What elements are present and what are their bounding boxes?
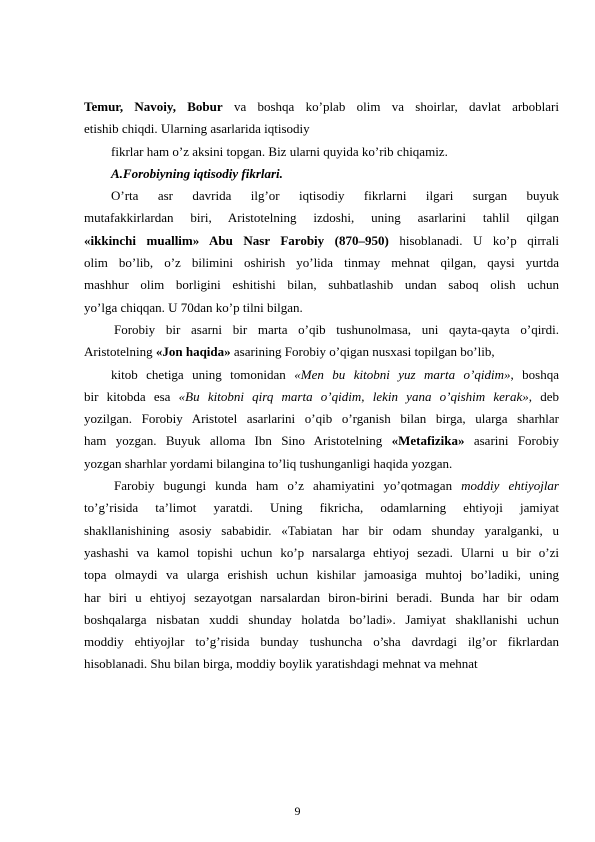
paragraph <box>84 319 559 364</box>
text-line <box>84 497 559 519</box>
text-run: hisoblanadi. U ko’p qirrali <box>388 232 560 248</box>
text-line <box>84 364 559 386</box>
paragraph <box>84 185 559 319</box>
text-line <box>84 319 559 341</box>
text-run: moddiy ehtiyojlar to’g’risida bunday tushuncha o’sha davrdagi ilg’or fikrlardan <box>84 634 559 650</box>
text-run: yozilgan. Forobiy Aristotel asarlarini o’qib o’rganish bilan birga, ularga sharhlar <box>84 411 559 427</box>
emphasized-text: moddiy ehtiyojlar <box>461 478 559 494</box>
text-line <box>84 141 559 163</box>
paragraph <box>84 96 559 141</box>
emphasized-text: «Men bu kitobni yuz marta o’qidim» <box>294 366 511 382</box>
text-run: shakllanishining asosiy sababidir. «Tabiatan har bir odam shunday yaralganki, u <box>84 522 559 538</box>
text-line <box>84 587 559 609</box>
text-run: asarini Forobiy <box>464 433 559 449</box>
text-line <box>84 274 559 296</box>
text-run: mutafakkirlardan biri, Aristotelning izdoshi, uning asarlarini tahlil qilgan <box>84 210 559 226</box>
text-run: topa olmaydi va ularga erishish uchun kishilar jamoasiga muhtoj bo’ladiki, uning <box>84 567 559 583</box>
text-run: yozgan sharhlar yordami bilangina to’liq tushunganligi haqida yozgan. <box>84 455 453 471</box>
text-run: , deb <box>528 388 559 404</box>
text-run: va boshqa ko’plab olim va shoirlar, davlat arboblari <box>222 99 559 114</box>
paragraph <box>84 364 559 475</box>
text-run: bir kitobda esa <box>84 388 179 404</box>
text-line <box>84 520 559 542</box>
text-run: olim bo’lib, o’z bilimini oshirish yo’lida tinmay mehnat qilgan, qaysi yurtda <box>84 255 559 271</box>
text-line <box>84 163 559 185</box>
text-run: boshqalarga nisbatan xuddi shunday holatda bo’ladi». Jamiyat shakllanishi uchun <box>84 611 559 627</box>
text-run: Farobiy bugungi kunda ham o’z ahamiyatini yo’qotmagan <box>114 478 462 494</box>
text-line <box>84 430 559 452</box>
emphasized-text: «Metafizika» <box>391 433 465 449</box>
text-line <box>84 230 559 252</box>
paragraph <box>84 163 559 185</box>
text-line <box>84 386 559 408</box>
text-line <box>84 653 559 675</box>
text-line <box>84 542 559 564</box>
text-line <box>84 185 559 207</box>
body-text <box>84 96 559 676</box>
paragraph <box>84 475 559 676</box>
emphasized-text: «Bu kitobni qirq marta o’qidim, lekin yana o’qishim kerak» <box>178 388 529 404</box>
page-number: 9 <box>294 804 301 818</box>
text-run: etishib chiqdi. Ularning asarlarida iqtisodiy <box>84 121 310 137</box>
text-line <box>84 252 559 274</box>
text-line <box>84 609 559 631</box>
text-line <box>84 207 559 229</box>
text-run: har biri u ehtiyoj sezayotgan narsalardan biron-birini beradi. Bunda har bir odam <box>84 589 559 605</box>
emphasized-text: A.Forobiyning iqtisodiy fikrlari. <box>111 165 283 181</box>
text-run: mashhur olim borligini eshitishi bilan, suhbatlashib undan saboq olish uchun <box>84 277 559 293</box>
text-run: Forobiy bir asarni bir marta o’qib tushunolmasa, uni qayta-qayta o’qirdi. <box>114 321 559 337</box>
text-line <box>84 341 559 363</box>
text-run: O’rta asr davrida ilg’or iqtisodiy fikrlarni ilgari surgan buyuk <box>111 188 559 204</box>
text-line <box>84 297 559 319</box>
emphasized-text: «ikkinchi muallim» Abu Nasr Farobiy (870–950) <box>84 232 389 248</box>
text-line <box>84 453 559 475</box>
text-line <box>84 408 559 430</box>
text-run: asarining Forobiy o’qigan nusxasi topilgan bo’lib, <box>230 344 495 360</box>
text-run: fikrlar ham o’z aksini topgan. Biz ularni quyida ko’rib chiqamiz. <box>111 143 448 159</box>
text-line <box>84 96 559 118</box>
text-line <box>84 475 559 497</box>
text-run: ham yozgan. Buyuk alloma Ibn Sino Aristotelning <box>84 433 392 449</box>
text-run: hisoblanadi. Shu bilan birga, moddiy boylik yaratishdagi mehnat va mehnat <box>84 656 478 672</box>
text-line <box>84 118 559 140</box>
text-line <box>84 631 559 653</box>
text-run: yo’lga chiqqan. U 70dan ko’p tilni bilgan. <box>84 299 303 315</box>
text-run: Aristotelning <box>84 344 156 360</box>
text-line <box>84 564 559 586</box>
text-run: yashashi va kamol topishi uchun ko’p narsalarga ehtiyoj sezadi. Ularni u bir o’zi <box>84 544 559 560</box>
emphasized-text: «Jon haqida» <box>155 344 231 360</box>
paragraph <box>84 141 559 163</box>
text-run: to’g’risida ta’limot yaratdi. Uning fikricha, odamlarning ehtiyoji jamiyat <box>84 500 559 516</box>
text-run: , boshqa <box>510 366 559 382</box>
emphasized-text: Temur, Navoiy, Bobur <box>84 99 223 114</box>
text-run: kitob chetiga uning tomonidan <box>111 366 295 382</box>
